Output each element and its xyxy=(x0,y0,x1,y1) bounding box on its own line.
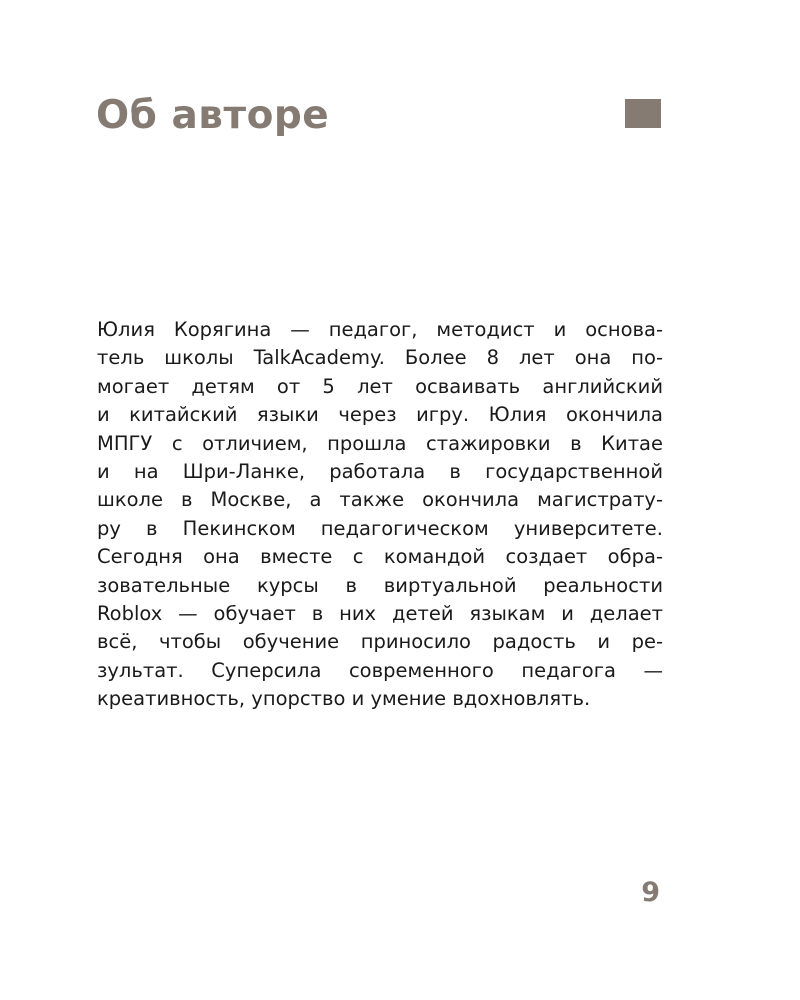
bio-line: зовательные курсы в виртуальной реальности xyxy=(97,573,663,597)
bio-line: МПГУ с отличием, прошла стажировки в Китае xyxy=(97,431,663,455)
bio-line: Юлия Корягина — педагог, методист и основа- xyxy=(97,318,663,341)
bio-line: зультат. Суперсила современного педагога — xyxy=(97,658,663,682)
bio-line: ру в Пекинском педагогическом университете. xyxy=(97,516,663,540)
author-bio xyxy=(97,316,663,714)
bio-line: могает детям от 5 лет осваивать английский xyxy=(97,374,663,398)
bio-line: Сегодня она вместе с командой создает обра- xyxy=(97,545,663,569)
page-number: 9 xyxy=(641,877,660,908)
bio-line: и китайский языки через игру. Юлия окончила xyxy=(97,403,663,427)
page-title: Об авторе xyxy=(96,93,330,138)
bio-line: всё, чтобы обучение приносило радость и ре- xyxy=(97,630,663,654)
bio-line: Roblox — обучает в них детей языкам и делает xyxy=(97,602,663,626)
bio-line: креативность, упорство и умение вдохновлять. xyxy=(97,687,591,711)
decorative-square xyxy=(625,99,661,128)
bio-line: тель школы TalkAcademy. Более 8 лет она по- xyxy=(97,346,663,370)
bio-line: школе в Москве, а также окончила магистрату- xyxy=(97,488,663,512)
bio-line: и на Шри-Ланке, работала в государственной xyxy=(97,460,663,484)
